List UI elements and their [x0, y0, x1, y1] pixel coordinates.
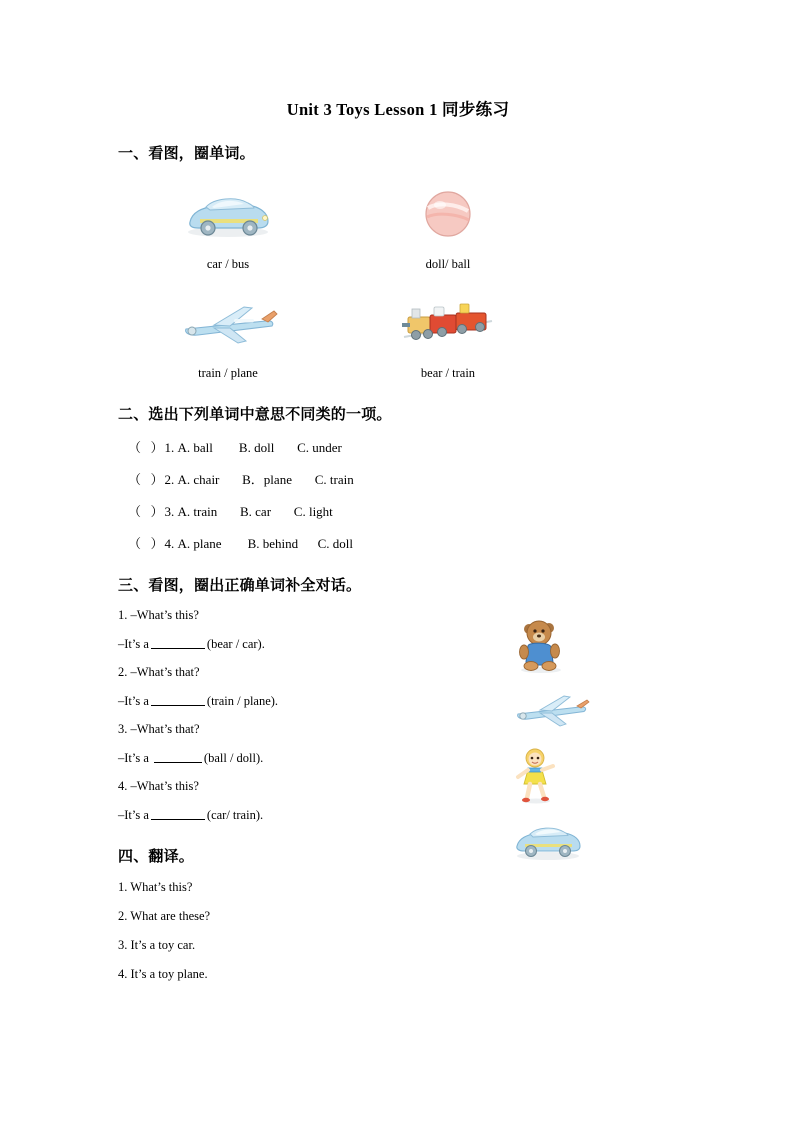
- section-4-heading: 四、翻译。: [118, 847, 195, 865]
- toy-plane-icon: [174, 286, 282, 360]
- bear-icon: [510, 614, 640, 676]
- section-1-picture-grid: [118, 177, 558, 381]
- answer-options[interactable]: (bear / car).: [206, 637, 265, 651]
- answer-prefix: –It’s a: [118, 751, 149, 765]
- option-a[interactable]: A. train: [177, 504, 218, 519]
- picture-caption: bear / train: [420, 366, 476, 380]
- section-3-image-column: [510, 614, 640, 874]
- answer-prefix: –It’s a: [118, 808, 149, 822]
- choice-row: [128, 501, 678, 520]
- answer-options[interactable]: (car/ train).: [206, 808, 264, 822]
- translate-item: 2. What are these?: [118, 909, 211, 923]
- question-number: 3.: [164, 504, 175, 519]
- section-3-heading: 三、看图，圈出正确单词补全对话。: [118, 576, 362, 594]
- answer-prefix: –It’s a: [118, 694, 149, 708]
- answer-options[interactable]: (train / plane).: [206, 694, 279, 708]
- answer-bracket[interactable]: （ ）: [128, 504, 165, 519]
- toy-plane-icon: [510, 679, 640, 741]
- fill-in-blank[interactable]: [151, 636, 205, 649]
- picture-cell-car: [118, 177, 338, 272]
- section-1-heading: 一、看图，圈单词。: [118, 144, 255, 162]
- option-a[interactable]: A. plane: [177, 536, 222, 551]
- section-2-heading: 二、选出下列单词中意思不同类的一项。: [118, 405, 392, 423]
- option-b[interactable]: B. doll: [238, 440, 275, 455]
- picture-cell-train: [338, 286, 558, 381]
- question-number: 4.: [164, 536, 175, 551]
- answer-prefix: –It’s a: [118, 637, 149, 651]
- option-b[interactable]: B. behind: [247, 536, 299, 551]
- question-number: 1.: [164, 440, 175, 455]
- ball-icon: [420, 177, 476, 251]
- toy-car-icon: [180, 177, 276, 251]
- fill-in-blank[interactable]: [151, 693, 205, 706]
- fill-in-blank[interactable]: [151, 807, 205, 820]
- option-c[interactable]: C. under: [297, 440, 342, 455]
- dialogue-question: 1. –What’s this?: [118, 608, 199, 622]
- picture-row: [118, 177, 558, 272]
- dialogue-question: 3. –What’s that?: [118, 722, 200, 736]
- option-c[interactable]: C. light: [293, 504, 333, 519]
- option-b[interactable]: B．plane: [242, 472, 292, 487]
- toy-train-icon: [400, 286, 496, 360]
- fill-in-blank[interactable]: [154, 750, 202, 763]
- worksheet-content: [118, 96, 678, 982]
- dialogue-question: 2. –What’s that?: [118, 665, 200, 679]
- option-b[interactable]: B. car: [239, 504, 272, 519]
- choice-row: [128, 437, 678, 456]
- option-c[interactable]: C. doll: [317, 536, 354, 551]
- choice-row: [128, 469, 678, 488]
- picture-row: [118, 286, 558, 381]
- dialogue-question: 4. –What’s this?: [118, 779, 199, 793]
- answer-bracket[interactable]: （ ）: [128, 440, 165, 455]
- section-3-body: [118, 608, 678, 823]
- question-number: 2.: [164, 472, 175, 487]
- option-a[interactable]: A. chair: [177, 472, 220, 487]
- translate-item: 4. It’s a toy plane.: [118, 967, 208, 981]
- picture-cell-ball: [338, 177, 558, 272]
- answer-bracket[interactable]: （ ）: [128, 536, 165, 551]
- toy-car-icon: [510, 809, 640, 871]
- translate-item: 1. What’s this?: [118, 880, 193, 894]
- doll-icon: [510, 744, 640, 806]
- answer-bracket[interactable]: （ ）: [128, 472, 165, 487]
- answer-options[interactable]: (ball / doll).: [203, 751, 264, 765]
- page-title: Unit 3 Toys Lesson 1 同步练习: [286, 100, 510, 119]
- picture-caption: doll/ ball: [425, 257, 471, 271]
- translate-item: 3. It’s a toy car.: [118, 938, 196, 952]
- option-c[interactable]: C. train: [314, 472, 354, 487]
- picture-caption: train / plane: [198, 366, 258, 380]
- picture-caption: car / bus: [206, 257, 250, 271]
- picture-cell-plane: [118, 286, 338, 381]
- option-a[interactable]: A. ball: [177, 440, 213, 455]
- choice-row: [128, 533, 678, 552]
